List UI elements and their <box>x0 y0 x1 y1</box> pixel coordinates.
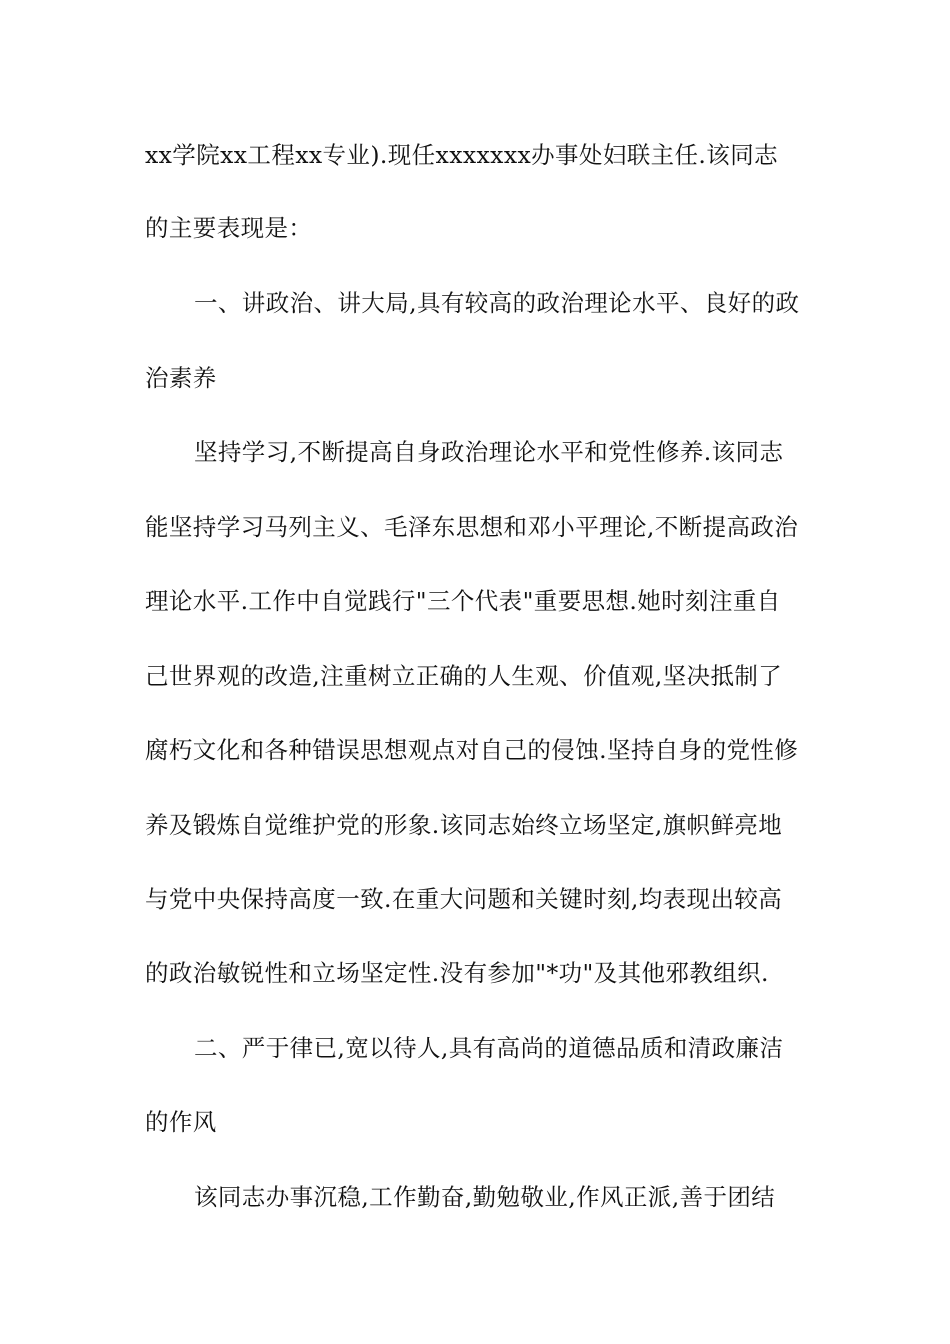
heading-one-line-2: 治素养 <box>145 364 217 392</box>
text-line-10: 养及锻炼自觉维护党的形象.该同志始终立场坚定,旗帜鲜亮地 <box>145 811 783 839</box>
text-line-11: 与党中央保持高度一致.在重大问题和关键时刻,均表现出较高 <box>145 885 783 913</box>
heading-two-line-1: 二、严于律已,宽以待人,具有高尚的道德品质和清政廉洁 <box>194 1034 784 1062</box>
text-line-2: 的主要表现是： <box>145 214 313 242</box>
heading-one-line-1: 一、讲政治、讲大局,具有较高的政治理论水平、良好的政 <box>194 289 800 317</box>
heading-two-line-2: 的作风 <box>145 1108 217 1136</box>
text-line-7: 理论水平.工作中自觉践行"三个代表"重要思想.她时刻注重自 <box>145 587 781 615</box>
text-line-1: xx学院xx工程xx专业).现任xxxxxxx办事处妇联主任.该同志 <box>145 141 778 169</box>
text-line-5: 坚持学习,不断提高自身政治理论水平和党性修养.该同志 <box>194 438 784 466</box>
text-line-6: 能坚持学习马列主义、毛泽东思想和邓小平理论,不断提高政治 <box>145 513 799 541</box>
text-line-9: 腐朽文化和各种错误思想观点对自己的侵蚀.坚持自身的党性修 <box>145 736 799 764</box>
text-line-12: 的政治敏锐性和立场坚定性.没有参加"*功"及其他邪教组织. <box>145 959 769 987</box>
text-line-15: 该同志办事沉稳,工作勤奋,勤勉敬业,作风正派,善于团结 <box>194 1183 776 1211</box>
text-line-8: 己世界观的改造,注重树立正确的人生观、价值观,坚决抵制了 <box>145 662 783 690</box>
